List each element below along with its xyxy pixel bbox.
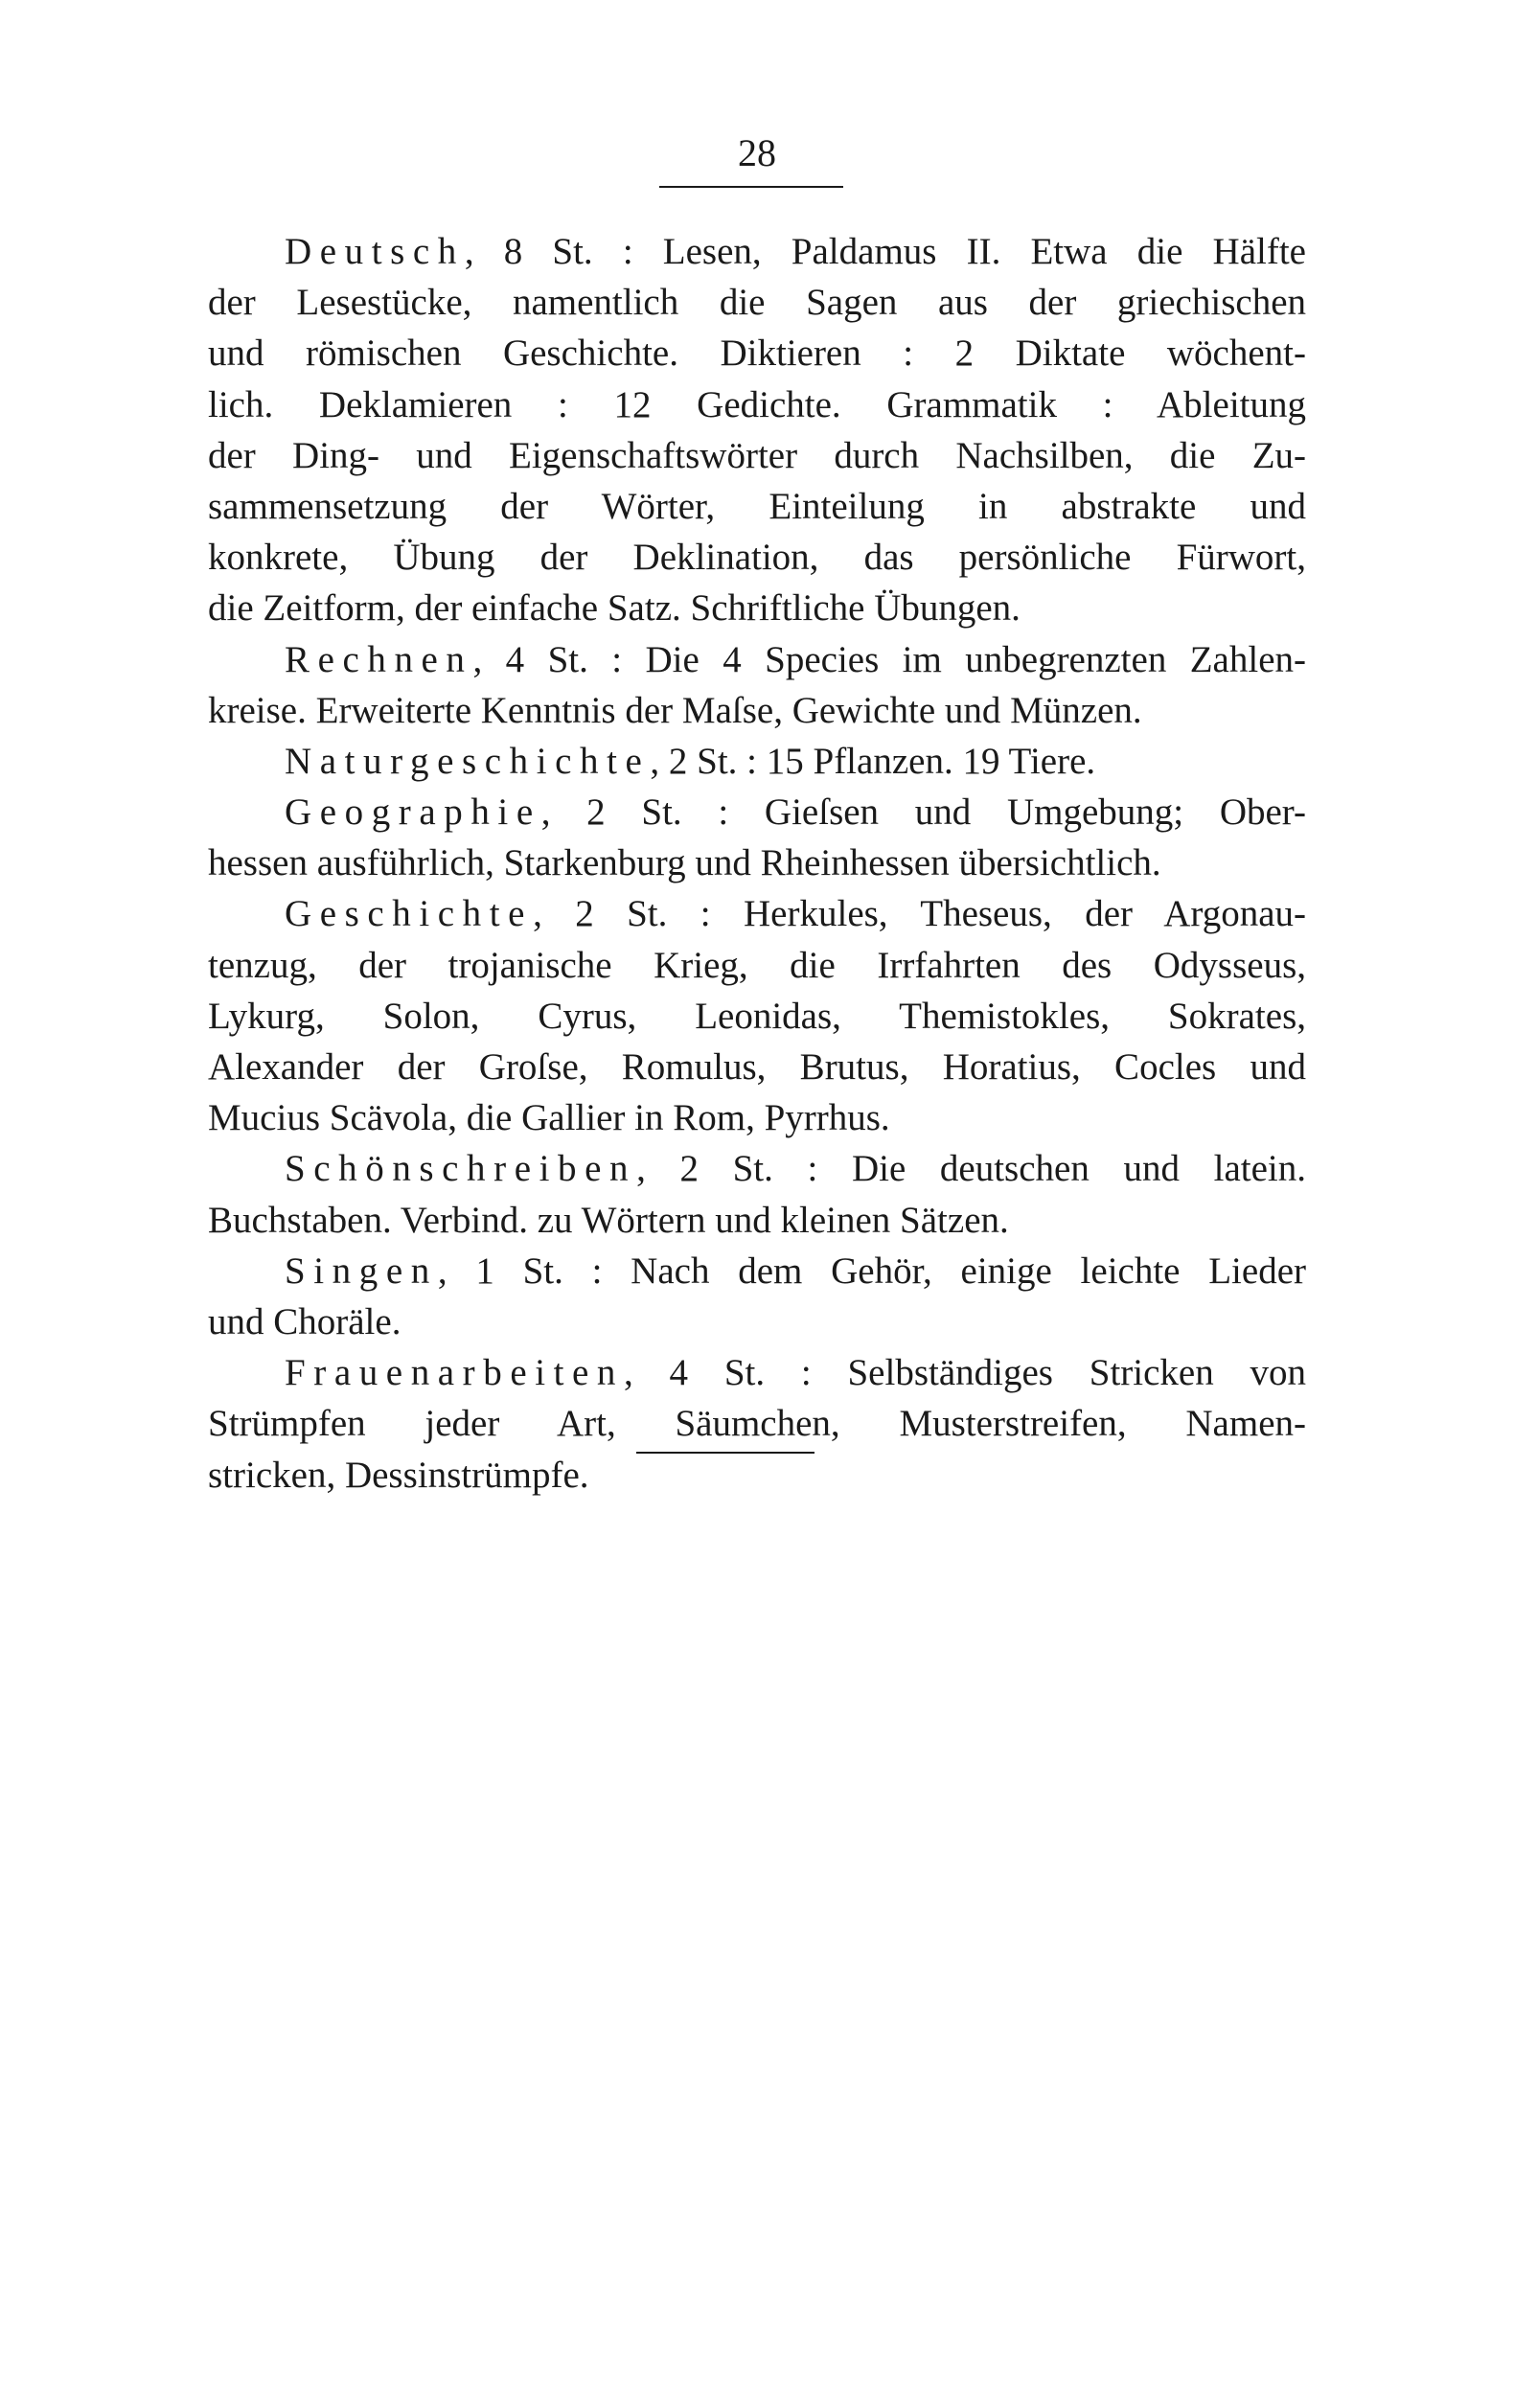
- paragraph-naturgeschichte-line-1: Naturgeschichte, 2 St. : 15 Pflanzen. 19 Tiere.: [285, 740, 1096, 782]
- text-line: Mucius Scävola, die Gallier in Rom, Pyrrhus.: [208, 1097, 890, 1139]
- body-text: [208, 226, 1306, 1501]
- text-line: hessen ausführlich, Starkenburg und Rheinhessen übersichtlich.: [208, 842, 1161, 884]
- subject-heading: Rechnen: [285, 638, 473, 680]
- end-rule: [636, 1452, 814, 1454]
- text-line: tenzug, der trojanische Krieg, die Irrfahrten des Odysseus,: [208, 944, 1306, 986]
- subject-heading: Singen: [285, 1250, 438, 1292]
- paragraph-schoenschreiben-line-1: Schönschreiben, 2 St. : Die deutschen und latein.: [285, 1148, 1306, 1190]
- paragraph-geographie-line-1: Geographie, 2 St. : Gieſsen und Umgebung; Ober-: [285, 791, 1306, 834]
- subject-heading: Geschichte: [285, 893, 534, 935]
- subject-heading: Deutsch: [285, 231, 465, 272]
- page-number-rule: [659, 186, 843, 188]
- text-line: Buchstaben. Verbind. zu Wörtern und kleinen Sätzen.: [208, 1199, 1009, 1241]
- text-line: die Zeitform, der einfache Satz. Schriftliche Übungen.: [208, 587, 1021, 630]
- page-number: 28: [738, 131, 776, 174]
- text-line: der Ding- und Eigenschaftswörter durch Nachsilben, die Zu-: [208, 434, 1306, 476]
- text-line: und Choräle.: [208, 1300, 401, 1342]
- text-line: der Lesestücke, namentlich die Sagen aus der griechischen: [208, 282, 1306, 324]
- text-line: Alexander der Groſse, Romulus, Brutus, Horatius, Cocles und: [208, 1046, 1306, 1088]
- text-line: Lykurg, Solon, Cyrus, Leonidas, Themistokles, Sokrates,: [208, 995, 1306, 1037]
- text-line: kreise. Erweiterte Kenntnis der Maſse, Gewichte und Münzen.: [208, 689, 1142, 731]
- text-line: und römischen Geschichte. Diktieren : 2 Diktate wöchent-: [208, 333, 1306, 375]
- text-line: konkrete, Übung der Deklination, das persönliche Fürwort,: [208, 537, 1306, 579]
- text-line: sammensetzung der Wörter, Einteilung in abstrakte und: [208, 485, 1306, 527]
- text-line: lich. Deklamieren : 12 Gedichte. Grammatik : Ableitung: [208, 383, 1306, 425]
- subject-heading: Schönschreiben: [285, 1148, 637, 1190]
- subject-heading: Naturgeschichte: [285, 740, 651, 782]
- paragraph-rechnen-line-1: Rechnen, 4 St. : Die 4 Species im unbegrenzten Zahlen-: [285, 638, 1306, 680]
- text-line: Strümpfen jeder Art, Säumchen, Musterstreifen, Namen-: [208, 1403, 1306, 1445]
- text-line: stricken, Dessinstrümpfe.: [208, 1454, 589, 1496]
- paragraph-singen-line-1: Singen, 1 St. : Nach dem Gehör, einige leichte Lieder: [285, 1250, 1306, 1292]
- paragraph-geschichte-line-1: Geschichte, 2 St. : Herkules, Theseus, der Argonau-: [285, 893, 1306, 935]
- subject-heading: Geographie: [285, 791, 541, 834]
- paragraph-deutsch-line-1: Deutsch, 8 St. : Lesen, Paldamus II. Etwa die Hälfte: [285, 231, 1306, 272]
- subject-heading: Frauenarbeiten: [285, 1352, 625, 1394]
- paragraph-frauenarbeiten-line-1: Frauenarbeiten, 4 St. : Selbständiges Stricken von: [285, 1352, 1306, 1394]
